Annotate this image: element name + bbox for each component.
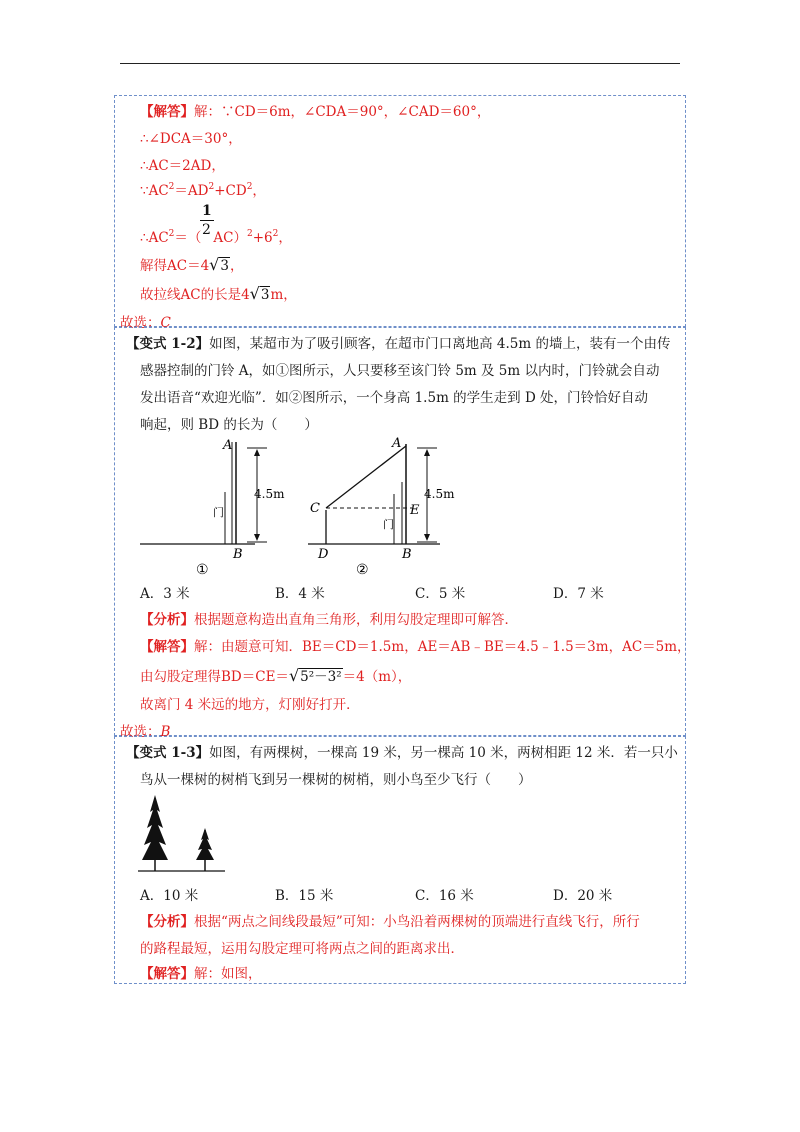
s1-line-4: $\because AC^2=AD^2+CD^2$， (140, 182, 266, 199)
figure-1-doorbell (130, 432, 290, 582)
fig2-label-A: A (392, 436, 402, 451)
fig2-number: ② (356, 562, 369, 578)
fig2-label-D: D (318, 547, 329, 562)
s2-choice-b: B．4 米 (275, 586, 325, 602)
fig2-label-B: B (402, 547, 412, 562)
fig2-label-C: C (310, 501, 320, 516)
s2-question-line-3: 发出语音“欢迎光临”．如②图所示，一个身高 1.5m 的学生走到 D 处，门铃恰好自动 (140, 390, 649, 406)
s2-solution-line-3: 故离门 4 米远的地方，灯刚好打开． (140, 697, 360, 713)
tall-tree-icon (142, 795, 168, 871)
figure-2-doorbell (300, 432, 470, 582)
s2-solution-line-2: 由勾股定理得BD＝CE＝√5²－3²＝4（m）， (140, 666, 412, 685)
s1-answer: 故选：C (120, 315, 171, 331)
s2-solution-line-1: 【解答】解：由题意可知．BE＝CD＝1.5m，AE＝AB﹣BE＝4.5﹣1.5＝3m，AC＝5m， (140, 639, 691, 655)
fig2-height-label: 4.5m (424, 487, 455, 501)
s2-question-line-4: 响起，则 BD 的长为（ ） (140, 417, 318, 433)
s3-analysis-line-1: 【分析】根据“两点之间线段最短”可知：小鸟沿着两棵树的顶端进行直线飞行，所行 (140, 914, 640, 930)
s1-line-1: 【解答】解：∵CD＝6m，∠CDA＝90°，∠CAD＝60°， (140, 104, 491, 120)
s3-question-line-1: 【变式 1-3】如图，有两棵树，一棵高 19 米，另一棵高 10 米，两树相距 12 米．若一只小 (126, 745, 678, 761)
fraction-bar (200, 220, 214, 221)
fig1-height-label: 4.5m (254, 487, 285, 501)
s3-choice-d: D．20 米 (553, 888, 613, 904)
s3-solution: 【解答】解：如图， (140, 966, 262, 982)
fig2-door-label: 门 (383, 518, 394, 531)
s1-line-7: 故拉线AC的长是4√3m， (140, 284, 297, 303)
s2-question-line-1: 【变式 1-2】如图，某超市为了吸引顾客，在超市门口离地高 4.5m 的墙上，装有一个由传 (126, 336, 671, 352)
s1-line-3: ∴AC＝2AD， (140, 158, 225, 174)
fig1-door-label: 门 (213, 506, 224, 519)
s1-line-5: $\therefore AC^2=$（ $AC)^2+6^2$， (140, 229, 292, 246)
fig1-label-B: B (233, 547, 243, 562)
fig2-arrow-up (424, 449, 430, 456)
s2-analysis: 【分析】根据题意构造出直角三角形，利用勾股定理即可解答． (140, 612, 518, 628)
s2-answer: 故选：B (120, 724, 171, 740)
fig2-label-E: E (410, 503, 420, 518)
s3-choice-c: C．16 米 (415, 888, 474, 904)
fraction-numerator: 1 (202, 203, 212, 219)
s1-line-2: ∴∠DCA＝30°， (140, 131, 242, 147)
s2-choice-d: D．7 米 (553, 586, 604, 602)
s3-choice-a: A．10 米 (140, 888, 199, 904)
figure-two-trees (130, 790, 240, 880)
s2-choice-c: C．5 米 (415, 586, 466, 602)
fraction-denominator: 2 (202, 222, 211, 238)
s2-choice-a: A．3 米 (140, 586, 190, 602)
s1-line-6: 解得AC＝4√3， (140, 255, 244, 274)
s3-analysis-line-2: 的路程最短，运用勾股定理可将两点之间的距离求出． (140, 941, 464, 957)
fig1-arrow-down (254, 534, 260, 541)
fig1-arrow-up (254, 449, 260, 456)
s3-choice-b: B．15 米 (275, 888, 334, 904)
fig1-label-A: A (223, 438, 233, 453)
s2-question-line-2: 感器控制的门铃 A，如①图所示，人只要移至该门铃 5m 及 5m 以内时，门铃就会自动 (140, 363, 660, 379)
fig2-arrow-down (424, 534, 430, 541)
short-tree-icon (196, 828, 214, 871)
header-rule (120, 63, 680, 64)
s3-question-line-2: 鸟从一棵树的树梢飞到另一棵树的树梢，则小鸟至少飞行（ ） (140, 772, 532, 788)
fig1-number: ① (196, 562, 209, 578)
